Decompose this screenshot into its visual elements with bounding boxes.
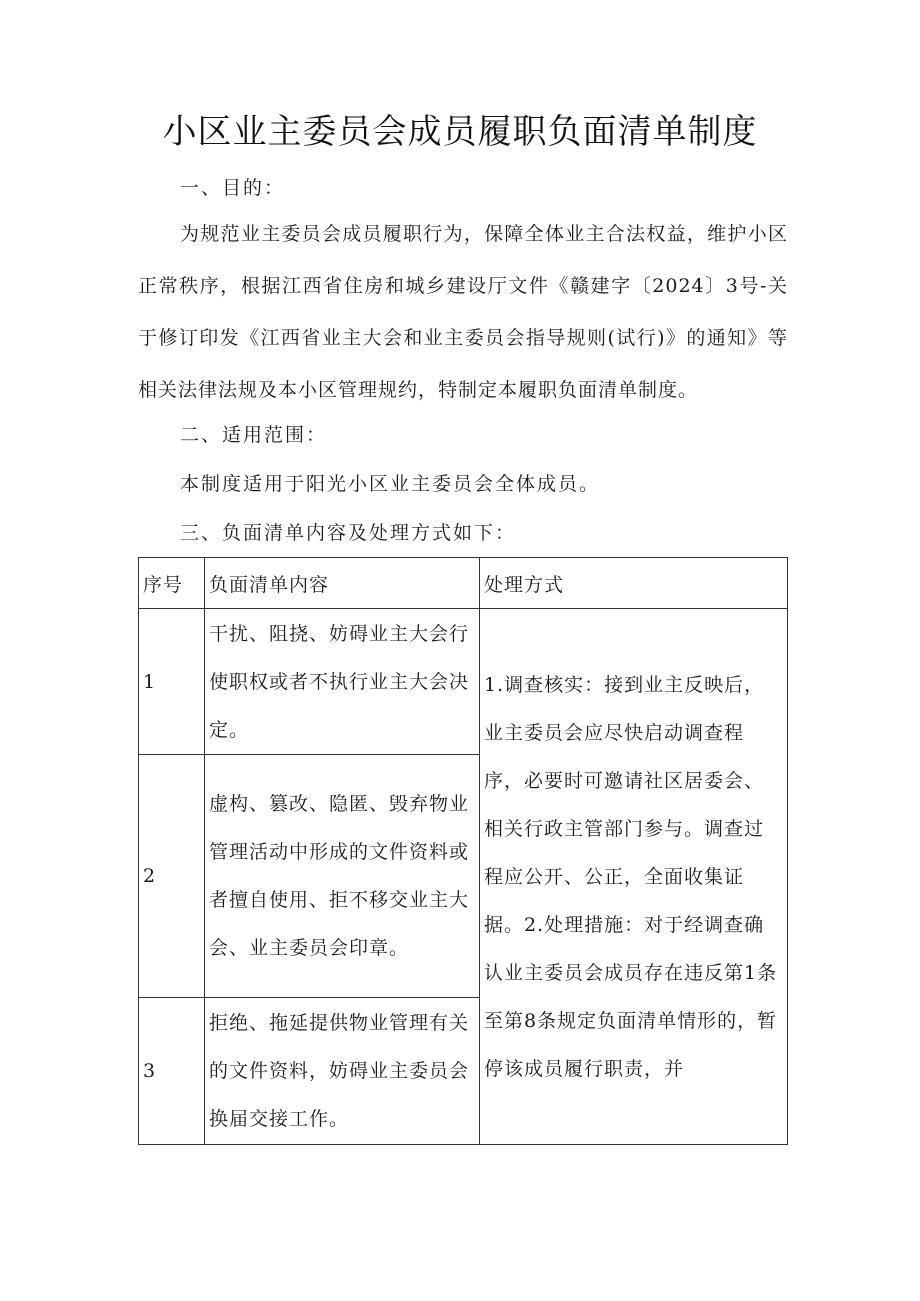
- row-content-text: 拒绝、拖延提供物业管理有关的文件资料，妨碍业主委员会换届交接工作。: [209, 1012, 470, 1130]
- row-content: [205, 998, 480, 1145]
- row-index: 3: [139, 998, 205, 1145]
- section-heading-scope: 二、适用范围：: [180, 424, 328, 446]
- header-handling: 处理方式: [480, 558, 788, 609]
- handling-text: 1.调查核实：接到业主反映后，业主委员会应尽快启动调查程序，必要时可邀请社区居委会、相关行政主管部门参与。调查过程应公开、公正，全面收集证据。2.处理措施：对于经调查确认业主委员会成员存在违反第1条至第8条规定负面清单情形的，暂停该成员履行职责，并: [484, 673, 778, 1080]
- table-header-row: [139, 558, 788, 609]
- row-content-text: 虚构、篡改、隐匿、毁弃物业管理活动中形成的文件资料或者擅自使用、拒不移交业主大会、业主委员会印章。: [209, 793, 470, 959]
- row-index: 1: [139, 609, 205, 755]
- row-content: [205, 755, 480, 998]
- row-content: [205, 609, 480, 755]
- table-row: [139, 609, 788, 755]
- page-title: 小区业主委员会成员履职负面清单制度: [162, 112, 758, 152]
- header-content: 负面清单内容: [205, 558, 480, 609]
- row-index: 2: [139, 755, 205, 998]
- section-heading-purpose: 一、目的：: [180, 177, 286, 199]
- purpose-paragraph: 为规范业主委员会成员履职行为，保障全体业主合法权益，维护小区正常秩序，根据江西省住房和城乡建设厅文件《赣建字〔2024〕3号-关于修订印发《江西省业主大会和业主委员会指导规则(试行)》的通知》等相关法律法规及本小区管理规约，特制定本履职负面清单制度。: [138, 223, 788, 401]
- row-content-text: 干扰、阻挠、妨碍业主大会行使职权或者不执行业主大会决定。: [209, 622, 470, 741]
- handling-cell: [480, 609, 788, 1145]
- scope-paragraph: 本制度适用于阳光小区业主委员会全体成员。: [180, 473, 601, 495]
- section-heading-negative-list: 三、负面清单内容及处理方式如下：: [180, 522, 517, 544]
- negative-list-table: [138, 557, 788, 1145]
- header-index: 序号: [139, 558, 205, 609]
